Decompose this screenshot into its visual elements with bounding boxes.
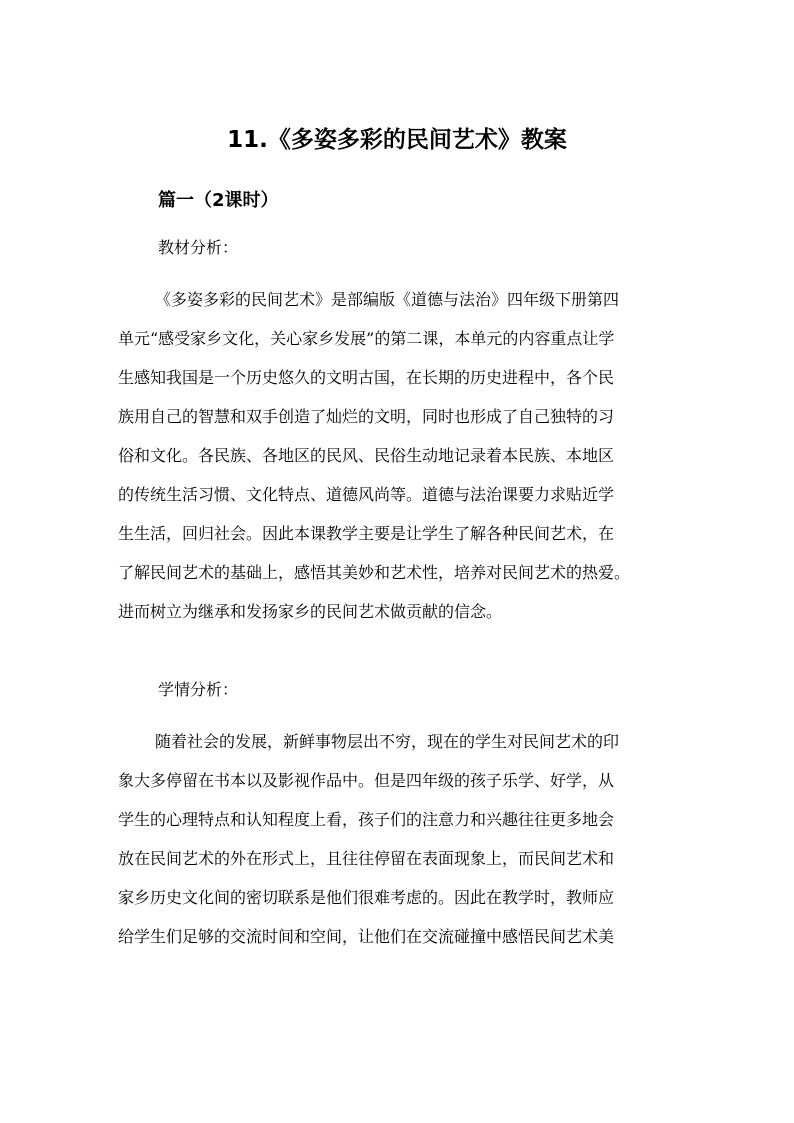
paragraph-line: 了解民间艺术的基础上，感悟其美妙和艺术性，培养对民间艺术的热爱。 (118, 563, 631, 582)
paragraph-line: 单元“感受家乡文化，关心家乡发展”的第二课，本单元的内容重点让学 (118, 329, 615, 348)
paragraph-line: 《多姿多彩的民间艺术》是部编版《道德与法治》四年级下册第四 (155, 290, 620, 309)
paragraph-line: 随着社会的发展，新鲜事物层出不穷，现在的学生对民间艺术的印 (155, 732, 620, 751)
paragraph-line: 家乡历史文化间的密切联系是他们很难考虑的。因此在教学时，教师应 (118, 888, 615, 907)
paragraph-line: 学生的心理特点和认知程度上看，孩子们的注意力和兴趣往往更多地会 (118, 810, 615, 829)
analysis-paragraph (118, 280, 678, 631)
paragraph-line: 放在民间艺术的外在形式上，且往往停留在表面现象上，而民间艺术和 (118, 849, 615, 868)
paragraph-line: 生生活，回归社会。因此本课教学主要是让学生了解各种民间艺术，在 (118, 524, 615, 543)
section-heading: 篇一（2课时） (158, 190, 279, 211)
paragraph-line: 生感知我国是一个历史悠久的文明古国，在长期的历史进程中，各个民 (118, 368, 615, 387)
paragraph-line: 给学生们足够的交流时间和空间，让他们在交流碰撞中感悟民间艺术美 (118, 927, 615, 946)
paragraph-line: 俗和文化。各民族、各地区的民风、民俗生动地记录着本民族、本地区 (118, 446, 615, 465)
paragraph-line: 进而树立为继承和发扬家乡的民间艺术做贡献的信念。 (118, 602, 503, 621)
document-title: 11.《多姿多彩的民间艺术》教案 (227, 127, 567, 153)
analysis-label: 教材分析： (158, 238, 239, 257)
student-analysis-paragraph (118, 722, 678, 956)
paragraph-line: 象大多停留在书本以及影视作品中。但是四年级的孩子乐学、好学，从 (118, 771, 615, 790)
paragraph-line: 的传统生活习惯、文化特点、道德风尚等。道德与法治课要力求贴近学 (118, 485, 615, 504)
student-analysis-label: 学情分析： (158, 680, 239, 699)
paragraph-line: 族用自己的智慧和双手创造了灿烂的文明，同时也形成了自己独特的习 (118, 407, 615, 426)
